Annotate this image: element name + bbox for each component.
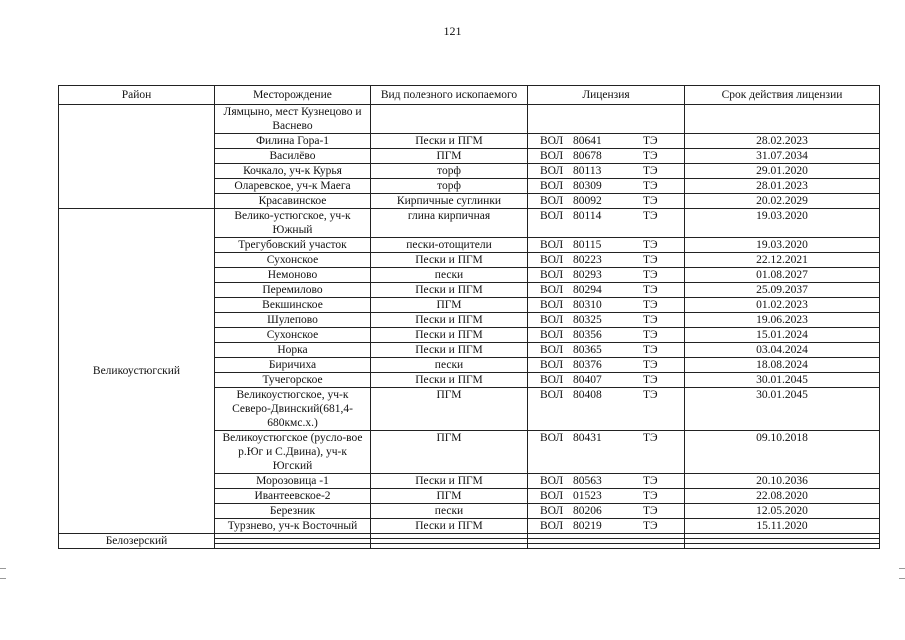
license-type: ТЭ: [643, 374, 658, 386]
license-series: ВОЛ: [540, 195, 564, 207]
license-series: ВОЛ: [540, 239, 564, 251]
deposit-cell: Ивантеевское-2: [215, 489, 371, 504]
deposit-cell: Шулепово: [215, 313, 371, 328]
license-cell: [528, 544, 685, 549]
license-series: ВОЛ: [540, 490, 564, 502]
license-cell: [528, 134, 685, 149]
deposit-cell: Оларевское, уч-к Маега: [215, 179, 371, 194]
license-type: ТЭ: [643, 520, 658, 532]
mineral-cell: ПГМ: [371, 149, 528, 164]
header-district: Район: [59, 86, 215, 105]
license-cell: [528, 105, 685, 134]
deposit-cell: Филина Гора-1: [215, 134, 371, 149]
license-type: ТЭ: [643, 180, 658, 192]
license-series: ВОЛ: [540, 165, 564, 177]
license-number: 80293: [573, 269, 602, 281]
license-type: ТЭ: [643, 254, 658, 266]
license-cell: [528, 373, 685, 388]
license-series: ВОЛ: [540, 314, 564, 326]
license-type: ТЭ: [643, 505, 658, 517]
header-row: [59, 86, 880, 105]
license-cell: [528, 489, 685, 504]
table-body: [59, 105, 880, 549]
deposit-cell: Василёво: [215, 149, 371, 164]
validity-date-cell: 22.08.2020: [685, 489, 880, 504]
deposit-cell: [215, 544, 371, 549]
license-number: 80431: [573, 432, 602, 444]
validity-date-cell: 19.06.2023: [685, 313, 880, 328]
license-number: 80365: [573, 344, 602, 356]
mineral-cell: Пески и ПГМ: [371, 343, 528, 358]
license-series: ВОЛ: [540, 520, 564, 532]
validity-date-cell: 19.03.2020: [685, 209, 880, 238]
validity-date-cell: 15.11.2020: [685, 519, 880, 534]
license-type: ТЭ: [643, 210, 658, 222]
mineral-cell: ПГМ: [371, 431, 528, 474]
deposit-cell: Биричиха: [215, 358, 371, 373]
license-cell: [528, 519, 685, 534]
deposit-cell: Векшинское: [215, 298, 371, 313]
validity-date-cell: [685, 105, 880, 134]
deposit-cell: Сухонское: [215, 253, 371, 268]
license-type: ТЭ: [643, 490, 658, 502]
license-number: 01523: [573, 490, 602, 502]
deposit-cell: Трегубовский участок: [215, 238, 371, 253]
validity-date-cell: 01.08.2027: [685, 268, 880, 283]
validity-date-cell: 01.02.2023: [685, 298, 880, 313]
license-series: ВОЛ: [540, 374, 564, 386]
license-cell: [528, 253, 685, 268]
mineral-cell: глина кирпичная: [371, 209, 528, 238]
validity-date-cell: 29.01.2020: [685, 164, 880, 179]
deposit-cell: Кочкало, уч-к Курья: [215, 164, 371, 179]
license-number: 80219: [573, 520, 602, 532]
license-number: 80309: [573, 180, 602, 192]
right-edge-mark: [899, 578, 905, 579]
license-number: 80113: [573, 165, 602, 177]
license-cell: [528, 313, 685, 328]
license-type: ТЭ: [643, 359, 658, 371]
license-series: ВОЛ: [540, 389, 564, 401]
validity-date-cell: 30.01.2045: [685, 373, 880, 388]
license-number: 80356: [573, 329, 602, 341]
license-number: 80408: [573, 389, 602, 401]
header-validity: Срок действия лицензии: [685, 86, 880, 105]
license-type: ТЭ: [643, 150, 658, 162]
deposit-cell: Морозовица -1: [215, 474, 371, 489]
license-type: ТЭ: [643, 195, 658, 207]
mineral-cell: ПГМ: [371, 298, 528, 313]
mineral-cell: пески: [371, 358, 528, 373]
district-cell: Великоустюгский: [59, 209, 215, 534]
mineral-cell: ПГМ: [371, 388, 528, 431]
validity-date-cell: 28.01.2023: [685, 179, 880, 194]
table-row: [59, 209, 880, 238]
validity-date-cell: 20.10.2036: [685, 474, 880, 489]
license-type: ТЭ: [643, 314, 658, 326]
validity-date-cell: 25.09.2037: [685, 283, 880, 298]
license-series: ВОЛ: [540, 505, 564, 517]
license-series: ВОЛ: [540, 475, 564, 487]
mineral-cell: Пески и ПГМ: [371, 253, 528, 268]
license-series: ВОЛ: [540, 329, 564, 341]
mineral-cell: торф: [371, 179, 528, 194]
license-type: ТЭ: [643, 389, 658, 401]
license-cell: [528, 328, 685, 343]
left-edge-mark: [0, 568, 6, 569]
license-number: 80641: [573, 135, 602, 147]
license-number: 80678: [573, 150, 602, 162]
header-deposit: Месторождение: [215, 86, 371, 105]
license-cell: [528, 431, 685, 474]
license-cell: [528, 194, 685, 209]
validity-date-cell: 09.10.2018: [685, 431, 880, 474]
validity-date-cell: [685, 544, 880, 549]
deposit-cell: Великоустюгское (русло-вое р.Юг и С.Двина), уч-к Югский: [215, 431, 371, 474]
mineral-cell: Пески и ПГМ: [371, 474, 528, 489]
license-table: [58, 85, 880, 549]
license-series: ВОЛ: [540, 284, 564, 296]
license-type: ТЭ: [643, 475, 658, 487]
license-number: 80407: [573, 374, 602, 386]
mineral-cell: торф: [371, 164, 528, 179]
validity-date-cell: 03.04.2024: [685, 343, 880, 358]
mineral-cell: пески: [371, 268, 528, 283]
mineral-cell: Пески и ПГМ: [371, 328, 528, 343]
license-cell: [528, 388, 685, 431]
deposit-cell: Березник: [215, 504, 371, 519]
deposit-cell: Лямцыно, мест Кузнецово и Васнево: [215, 105, 371, 134]
mineral-cell: пески: [371, 504, 528, 519]
deposit-cell: Великоустюгское, уч-к Северо-Двинский(681,4-680кмс.х.): [215, 388, 371, 431]
license-cell: [528, 209, 685, 238]
license-type: ТЭ: [643, 329, 658, 341]
license-cell: [528, 268, 685, 283]
license-type: ТЭ: [643, 269, 658, 281]
license-cell: [528, 504, 685, 519]
mineral-cell: пески-отощители: [371, 238, 528, 253]
validity-date-cell: 30.01.2045: [685, 388, 880, 431]
mineral-cell: [371, 105, 528, 134]
license-series: ВОЛ: [540, 359, 564, 371]
validity-date-cell: 22.12.2021: [685, 253, 880, 268]
license-type: ТЭ: [643, 344, 658, 356]
district-cell: [59, 105, 215, 209]
left-edge-mark: [0, 578, 6, 579]
license-number: 80325: [573, 314, 602, 326]
license-cell: [528, 343, 685, 358]
district-cell: Белозерский: [59, 534, 215, 549]
license-number: 80206: [573, 505, 602, 517]
deposit-cell: Тучегорское: [215, 373, 371, 388]
license-cell: [528, 238, 685, 253]
license-cell: [528, 149, 685, 164]
deposit-cell: Норка: [215, 343, 371, 358]
mineral-cell: Кирпичные суглинки: [371, 194, 528, 209]
deposit-cell: Перемилово: [215, 283, 371, 298]
page-number: 121: [443, 24, 462, 38]
license-type: ТЭ: [643, 135, 658, 147]
validity-date-cell: 20.02.2029: [685, 194, 880, 209]
license-cell: [528, 358, 685, 373]
mineral-cell: Пески и ПГМ: [371, 373, 528, 388]
mineral-cell: ПГМ: [371, 489, 528, 504]
mineral-cell: [371, 544, 528, 549]
license-number: 80223: [573, 254, 602, 266]
license-cell: [528, 164, 685, 179]
validity-date-cell: 31.07.2034: [685, 149, 880, 164]
license-cell: [528, 179, 685, 194]
license-number: 80092: [573, 195, 602, 207]
license-series: ВОЛ: [540, 210, 564, 222]
license-number: 80563: [573, 475, 602, 487]
license-number: 80376: [573, 359, 602, 371]
deposit-cell: Турзнево, уч-к Восточный: [215, 519, 371, 534]
validity-date-cell: 28.02.2023: [685, 134, 880, 149]
license-type: ТЭ: [643, 165, 658, 177]
right-edge-mark: [899, 568, 905, 569]
license-series: ВОЛ: [540, 344, 564, 356]
deposit-cell: Велико-устюгское, уч-к Южный: [215, 209, 371, 238]
deposit-cell: Немоново: [215, 268, 371, 283]
mineral-cell: Пески и ПГМ: [371, 519, 528, 534]
license-type: ТЭ: [643, 284, 658, 296]
license-type: ТЭ: [643, 299, 658, 311]
license-series: ВОЛ: [540, 299, 564, 311]
validity-date-cell: 18.08.2024: [685, 358, 880, 373]
mineral-cell: Пески и ПГМ: [371, 313, 528, 328]
validity-date-cell: 12.05.2020: [685, 504, 880, 519]
header-license: Лицензия: [528, 86, 685, 105]
license-number: 80114: [573, 210, 602, 222]
deposit-cell: Красавинское: [215, 194, 371, 209]
license-series: ВОЛ: [540, 150, 564, 162]
validity-date-cell: 15.01.2024: [685, 328, 880, 343]
license-cell: [528, 283, 685, 298]
license-type: ТЭ: [643, 239, 658, 251]
validity-date-cell: 19.03.2020: [685, 238, 880, 253]
license-series: ВОЛ: [540, 254, 564, 266]
license-number: 80310: [573, 299, 602, 311]
license-number: 80115: [573, 239, 602, 251]
header-mineral: Вид полезного ископаемого: [371, 86, 528, 105]
deposit-cell: Сухонское: [215, 328, 371, 343]
license-series: ВОЛ: [540, 180, 564, 192]
license-type: ТЭ: [643, 432, 658, 444]
license-cell: [528, 474, 685, 489]
license-number: 80294: [573, 284, 602, 296]
license-cell: [528, 298, 685, 313]
license-series: ВОЛ: [540, 432, 564, 444]
license-series: ВОЛ: [540, 269, 564, 281]
mineral-cell: Пески и ПГМ: [371, 134, 528, 149]
table-row: [59, 105, 880, 134]
mineral-cell: Пески и ПГМ: [371, 283, 528, 298]
license-series: ВОЛ: [540, 135, 564, 147]
